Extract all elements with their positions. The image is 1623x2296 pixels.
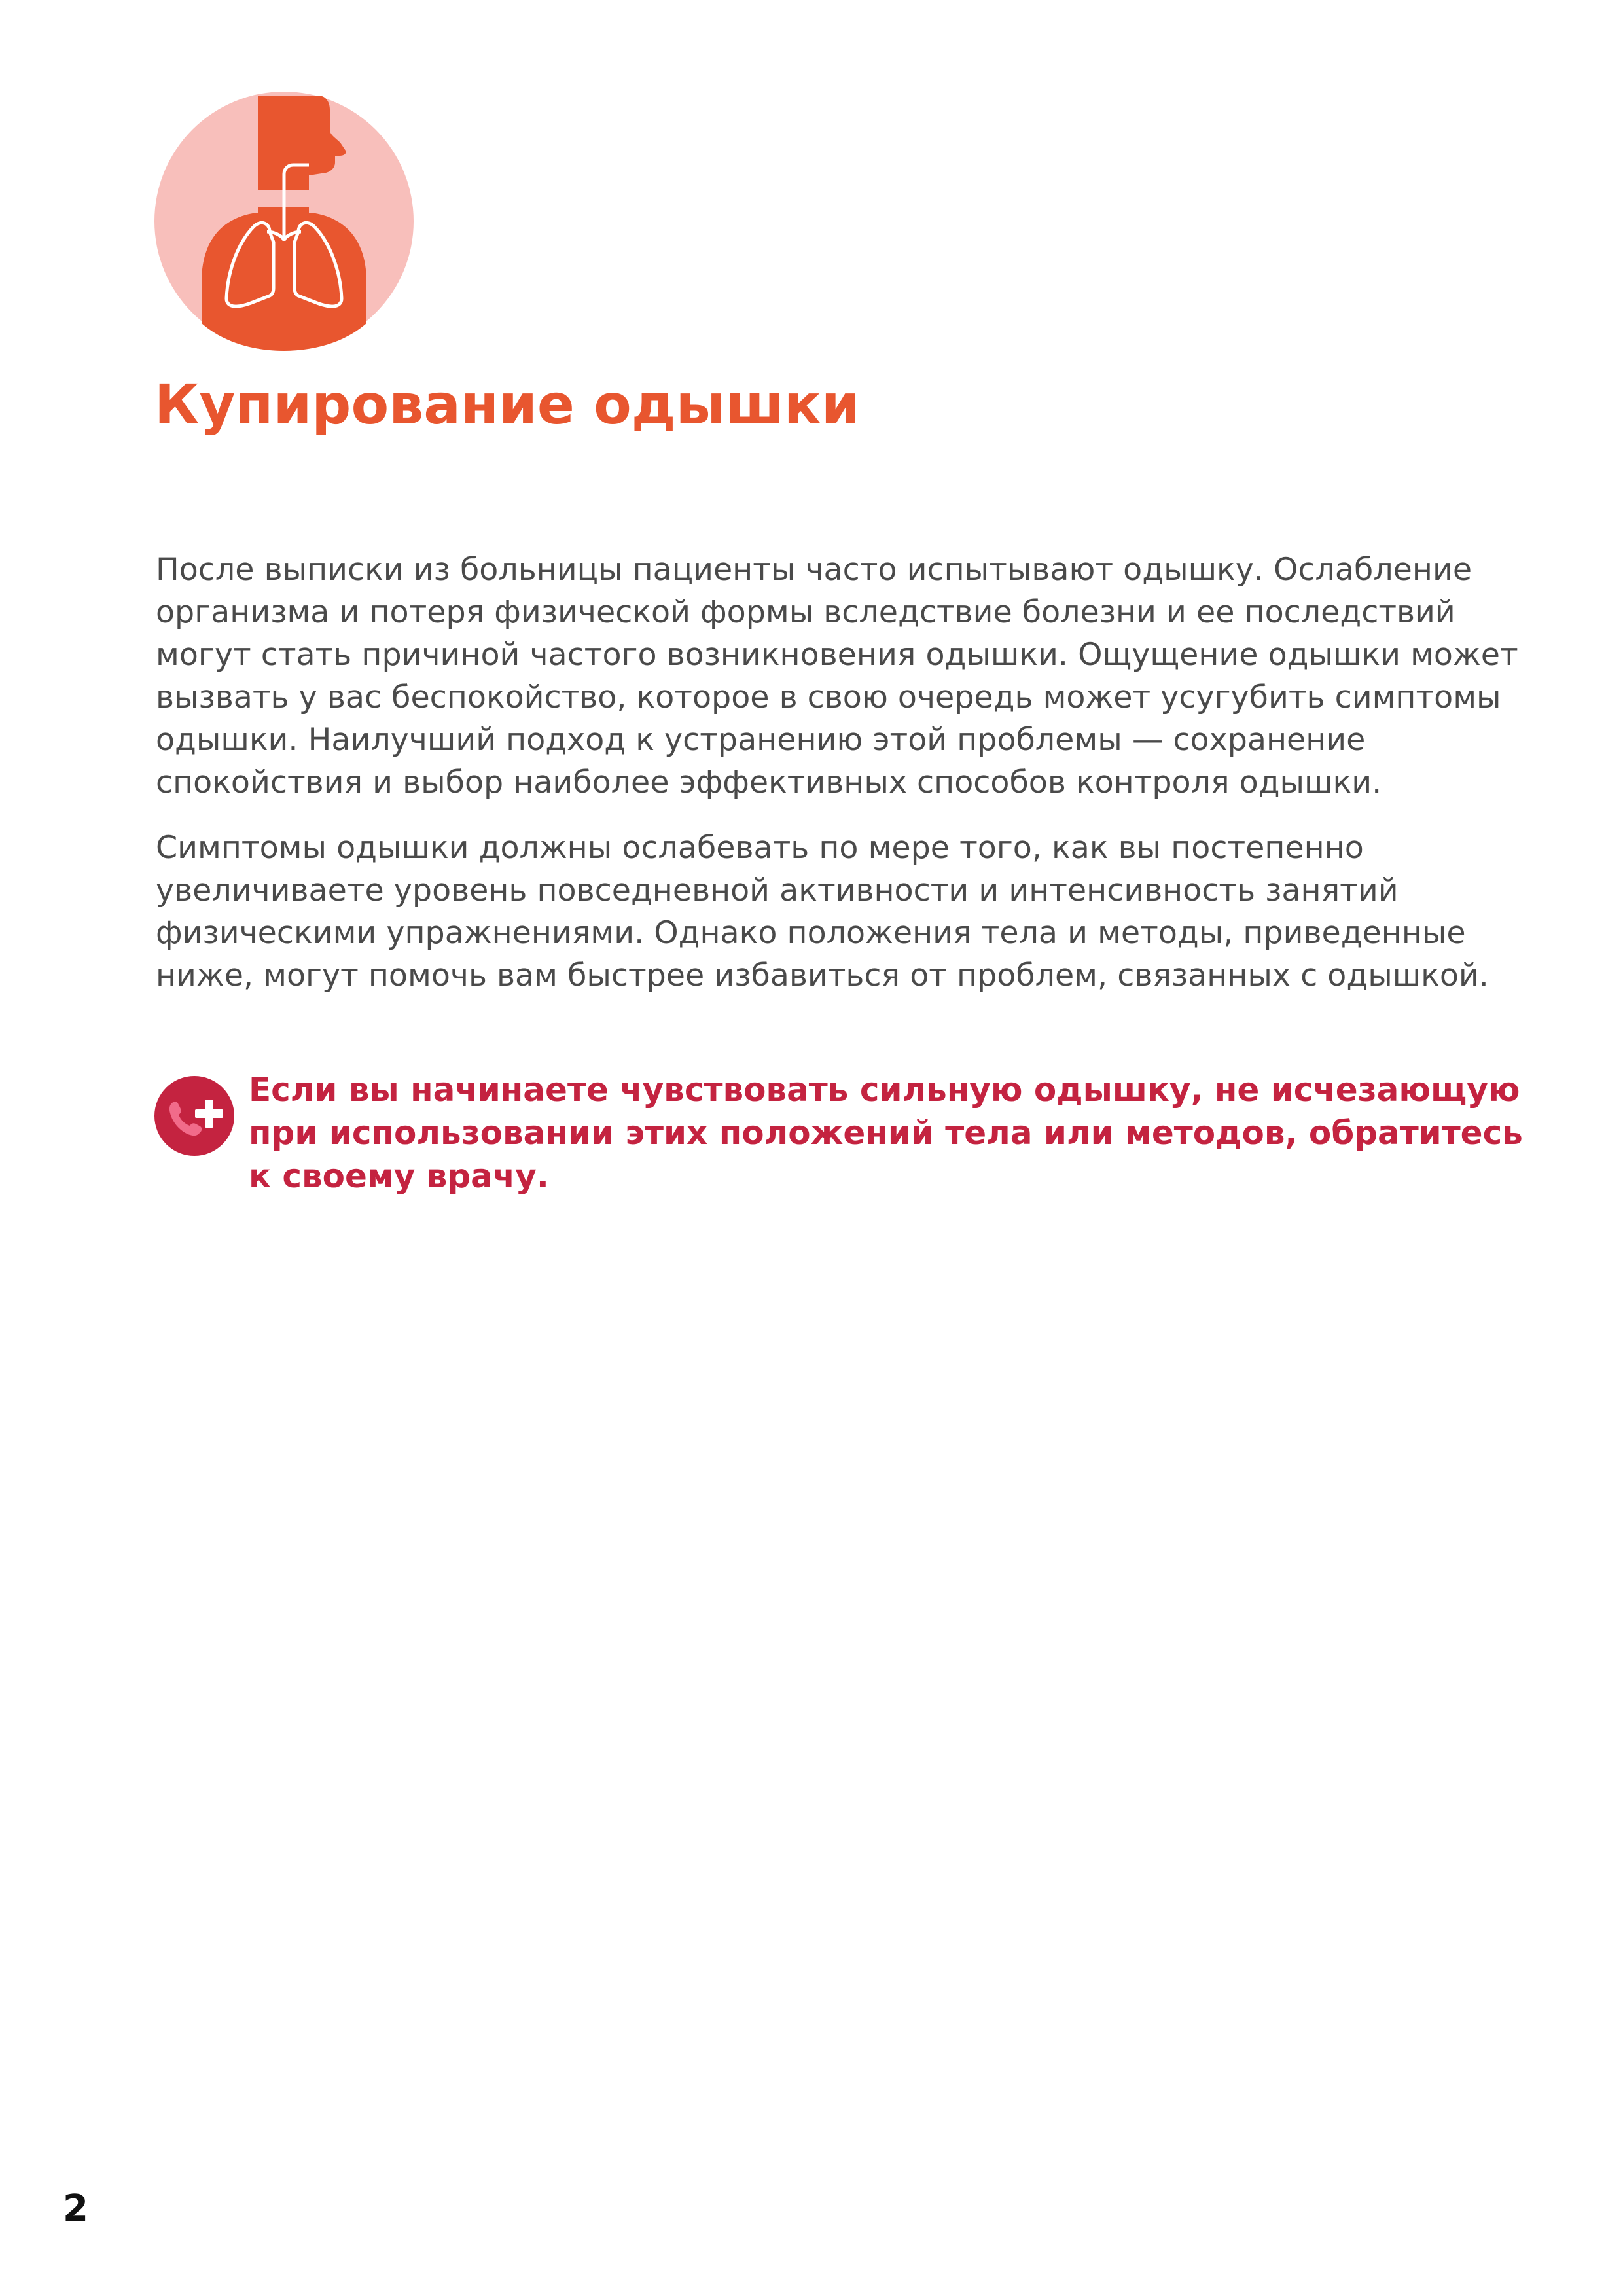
page-number: 2 xyxy=(63,2187,88,2230)
paragraph-1 xyxy=(156,548,1530,804)
paragraph-2 xyxy=(156,827,1530,997)
warning-line: к своему врачу. xyxy=(249,1157,549,1195)
page-title: Купирование одышки xyxy=(154,372,860,437)
paragraph-line: организма и потеря физической формы вследствие болезни и ее последствий xyxy=(156,594,1455,630)
paragraph-line: ниже, могут помочь вам быстрее избавиться от проблем, связанных с одышкой. xyxy=(156,958,1489,994)
phone-plus-icon xyxy=(154,1076,234,1156)
paragraph-line: могут стать причиной частого возникновения одышки. Ощущение одышки может xyxy=(156,637,1518,673)
warning-text xyxy=(249,1068,1558,1198)
paragraph-line: После выписки из больницы пациенты часто испытывают одышку. Ослабление xyxy=(156,552,1472,588)
warning-line: Если вы начинаете чувствовать сильную одышку, не исчезающую xyxy=(249,1071,1520,1109)
paragraph-line: вызвать у вас беспокойство, которое в свою очередь может усугубить симптомы xyxy=(156,679,1501,715)
paragraph-line: Симптомы одышки должны ослабевать по мере того, как вы постепенно xyxy=(156,830,1364,866)
paragraph-line: увеличиваете уровень повседневной активности и интенсивность занятий xyxy=(156,872,1399,908)
respiratory-system-icon xyxy=(154,92,414,351)
body-text xyxy=(156,548,1530,1020)
paragraph-line: спокойствия и выбор наиболее эффективных способов контроля одышки. xyxy=(156,764,1382,800)
warning-line: при использовании этих положений тела или методов, обратитесь xyxy=(249,1114,1523,1152)
paragraph-line: физическими упражнениями. Однако положения тела и методы, приведенные xyxy=(156,915,1466,951)
paragraph-line: одышки. Наилучший подход к устранению этой проблемы — сохранение xyxy=(156,722,1366,758)
